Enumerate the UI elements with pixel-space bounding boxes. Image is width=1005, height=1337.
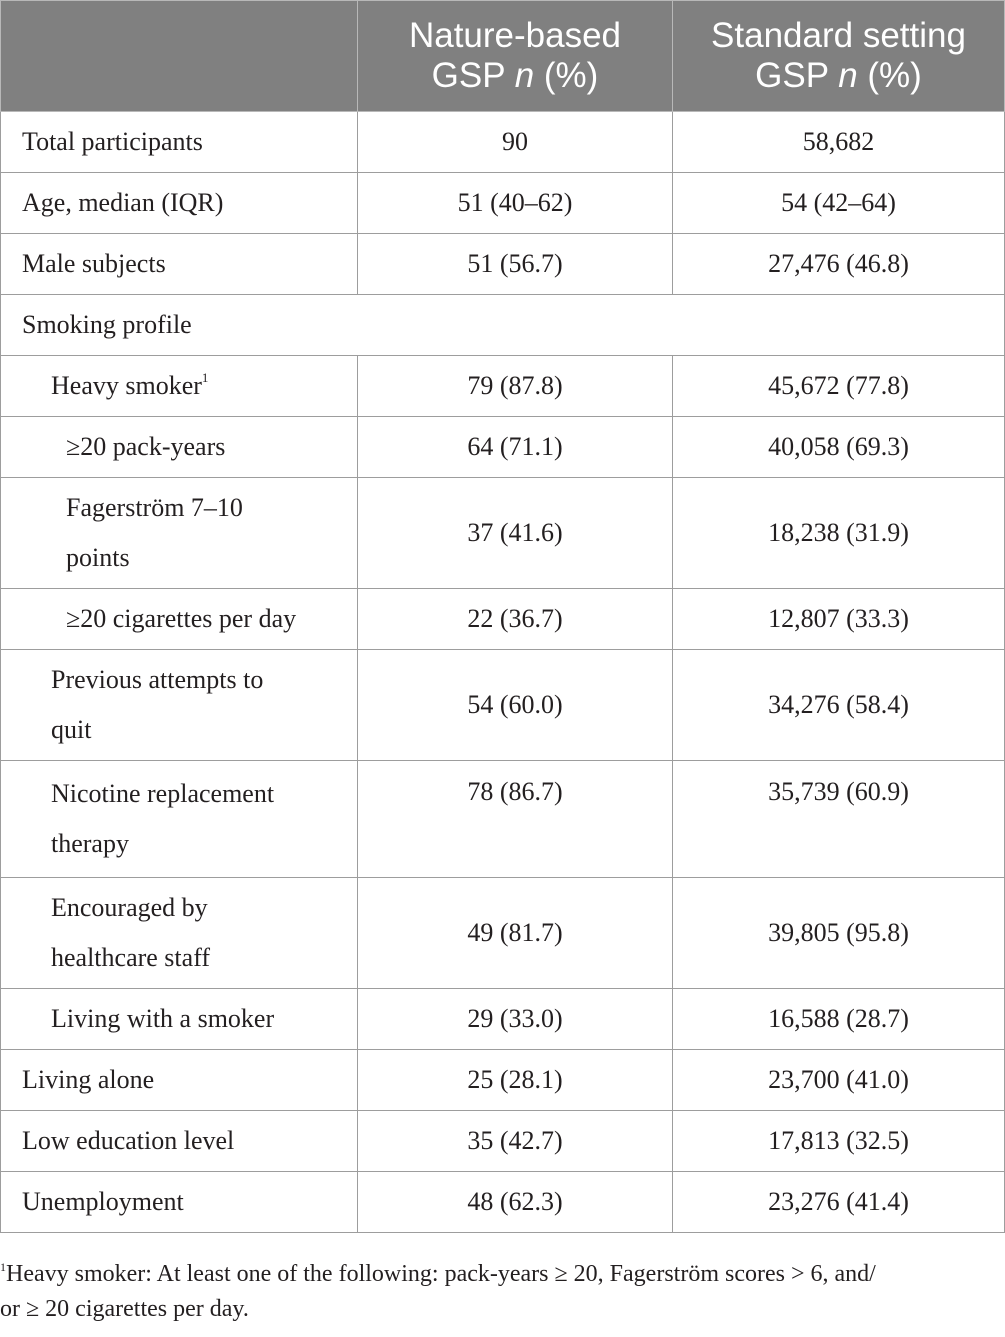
row-label-line2: quit [51, 715, 92, 744]
header-nature-pct: (%) [534, 56, 599, 95]
cell-nature-based: 29 (33.0) [358, 989, 673, 1050]
cell-nature-based: 51 (40–62) [358, 173, 673, 234]
table-header-row [1, 1, 1005, 112]
cell-nature-based: 48 (62.3) [358, 1172, 673, 1233]
cell-nature-based: 78 (86.7) [358, 761, 673, 878]
row-label-line2: healthcare staff [51, 943, 211, 972]
cell-nature-based: 79 (87.8) [358, 356, 673, 417]
row-label [1, 478, 358, 589]
footnote-marker: 1 [0, 1260, 6, 1274]
cell-standard-setting: 23,276 (41.4) [673, 1172, 1005, 1233]
cell-standard-setting: 16,588 (28.7) [673, 989, 1005, 1050]
cell-nature-based: 25 (28.1) [358, 1050, 673, 1111]
cell-standard-setting: 45,672 (77.8) [673, 356, 1005, 417]
cell-standard-setting: 40,058 (69.3) [673, 417, 1005, 478]
table-row [1, 761, 1005, 878]
cell-nature-based: 37 (41.6) [358, 478, 673, 589]
table-row [1, 356, 1005, 417]
row-label: ≥20 pack-years [1, 417, 358, 478]
row-label-line2: therapy [51, 829, 129, 858]
table-row [1, 878, 1005, 989]
header-nature-line1: Nature-based [408, 16, 622, 55]
table-row [1, 112, 1005, 173]
cell-nature-based: 51 (56.7) [358, 234, 673, 295]
header-nature-based [358, 1, 673, 112]
section-label: Smoking profile [1, 295, 1005, 356]
cell-nature-based: 90 [358, 112, 673, 173]
header-standard-gsp: GSP [755, 56, 839, 95]
table-row [1, 1050, 1005, 1111]
cell-standard-setting: 54 (42–64) [673, 173, 1005, 234]
cell-nature-based: 64 (71.1) [358, 417, 673, 478]
row-label: Total participants [1, 112, 358, 173]
cell-standard-setting: 35,739 (60.9) [673, 761, 1005, 878]
table-row [1, 589, 1005, 650]
row-label: Living alone [1, 1050, 358, 1111]
cell-standard-setting: 27,476 (46.8) [673, 234, 1005, 295]
cell-standard-setting: 12,807 (33.3) [673, 589, 1005, 650]
row-label: Male subjects [1, 234, 358, 295]
row-label-line1: Fagerström 7–10 [66, 493, 243, 522]
table-footnote [0, 1257, 1005, 1327]
cell-standard-setting: 17,813 (32.5) [673, 1111, 1005, 1172]
row-label: Living with a smoker [1, 989, 358, 1050]
footnote-line1: Heavy smoker: At least one of the following: pack-years ≥ 20, Fagerström scores > 6, and/ [6, 1261, 876, 1287]
cell-standard-setting: 58,682 [673, 112, 1005, 173]
row-label: Age, median (IQR) [1, 173, 358, 234]
cell-nature-based: 49 (81.7) [358, 878, 673, 989]
table-row [1, 1172, 1005, 1233]
cell-standard-setting: 39,805 (95.8) [673, 878, 1005, 989]
cell-standard-setting: 18,238 (31.9) [673, 478, 1005, 589]
row-label-line1: Encouraged by [51, 893, 208, 922]
cell-nature-based: 22 (36.7) [358, 589, 673, 650]
row-label [1, 761, 358, 878]
row-label-line2: points [66, 543, 130, 572]
section-row-smoking-profile [1, 295, 1005, 356]
row-label-line1: Previous attempts to [51, 665, 264, 694]
table-row [1, 417, 1005, 478]
row-label: Low education level [1, 1111, 358, 1172]
row-label-text: Heavy smoker [51, 371, 202, 400]
table-row [1, 478, 1005, 589]
table-row [1, 1111, 1005, 1172]
row-label [1, 356, 358, 417]
table-row [1, 173, 1005, 234]
header-nature-n: n [514, 56, 535, 95]
header-standard-n: n [838, 56, 858, 95]
cell-nature-based: 35 (42.7) [358, 1111, 673, 1172]
row-label-line1: Nicotine replacement [51, 779, 275, 808]
cell-nature-based: 54 (60.0) [358, 650, 673, 761]
header-standard-setting [673, 1, 1005, 112]
cell-standard-setting: 34,276 (58.4) [673, 650, 1005, 761]
row-label [1, 878, 358, 989]
cell-standard-setting: 23,700 (41.0) [673, 1050, 1005, 1111]
header-standard-pct: (%) [857, 56, 922, 95]
header-label-column [1, 1, 358, 112]
row-label: ≥20 cigarettes per day [1, 589, 358, 650]
table-row [1, 234, 1005, 295]
row-label [1, 650, 358, 761]
table-row [1, 650, 1005, 761]
header-standard-line1: Standard setting [711, 16, 966, 55]
header-nature-gsp: GSP [431, 56, 515, 95]
footnote-marker: 1 [201, 370, 209, 385]
row-label: Unemployment [1, 1172, 358, 1233]
footnote-line2: or ≥ 20 cigarettes per day. [0, 1296, 249, 1322]
table-row [1, 989, 1005, 1050]
